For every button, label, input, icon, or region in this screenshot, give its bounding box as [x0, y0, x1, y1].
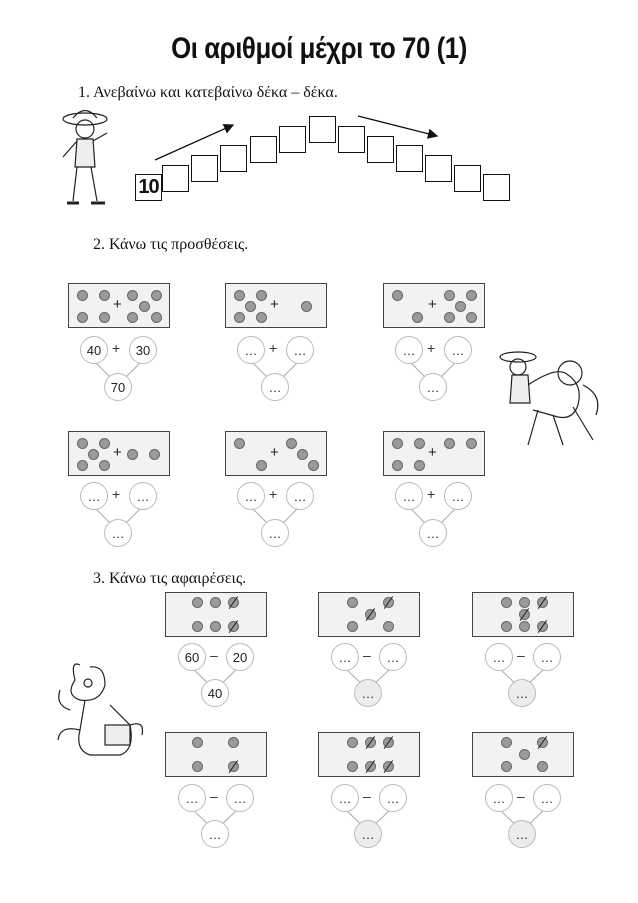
subtraction-card-6: [472, 732, 574, 777]
dot: [537, 761, 548, 772]
woody-figure: [55, 105, 125, 215]
dot: [139, 301, 150, 312]
dot: [414, 438, 425, 449]
dot: [392, 290, 403, 301]
difference-4[interactable]: …: [201, 820, 229, 848]
crossed-dot: [537, 737, 548, 748]
addend-a-5[interactable]: …: [237, 482, 265, 510]
stair-box-down-6[interactable]: [483, 174, 510, 201]
dot: [455, 301, 466, 312]
minus-sign: –: [517, 647, 525, 663]
subtrahend-3[interactable]: …: [533, 643, 561, 671]
addend-a-1: 40: [80, 336, 108, 364]
dot: [149, 449, 160, 460]
plus-sign: +: [112, 486, 121, 502]
dot: [297, 449, 308, 460]
dot: [210, 597, 221, 608]
plus-sign: +: [270, 296, 279, 313]
crossed-dot: [365, 761, 376, 772]
crossed-dot: [537, 621, 548, 632]
subtraction-card-2: [318, 592, 420, 637]
addend-b-5[interactable]: …: [286, 482, 314, 510]
minus-sign: –: [363, 647, 371, 663]
plus-sign: +: [269, 340, 278, 356]
crossed-dot: [519, 609, 530, 620]
crossed-dot: [383, 597, 394, 608]
difference-3[interactable]: …: [508, 679, 536, 707]
woody-riding-horse-figure: [488, 345, 606, 450]
addend-b-4[interactable]: …: [129, 482, 157, 510]
sum-1: 70: [104, 373, 132, 401]
dot: [347, 761, 358, 772]
minuend-6[interactable]: …: [485, 784, 513, 812]
dot: [234, 312, 245, 323]
crossed-dot: [365, 609, 376, 620]
addition-card-2: [225, 283, 327, 328]
crossed-dot: [383, 761, 394, 772]
dot: [383, 621, 394, 632]
plus-sign: +: [113, 444, 122, 461]
addend-a-6[interactable]: …: [395, 482, 423, 510]
stair-box-down-1[interactable]: [338, 126, 365, 153]
start-value-box: 10: [135, 174, 162, 201]
addition-card-4: [68, 431, 170, 476]
difference-6[interactable]: …: [508, 820, 536, 848]
subtraction-card-1: [165, 592, 267, 637]
dot: [99, 312, 110, 323]
dot: [501, 761, 512, 772]
bullseye-horse-figure: [50, 655, 150, 770]
dot: [501, 621, 512, 632]
dot: [127, 290, 138, 301]
subtrahend-4[interactable]: …: [226, 784, 254, 812]
stair-box-up-3[interactable]: [220, 145, 247, 172]
dot: [466, 312, 477, 323]
dot: [99, 438, 110, 449]
sum-3[interactable]: …: [419, 373, 447, 401]
stair-box-down-4[interactable]: [425, 155, 452, 182]
dot: [412, 312, 423, 323]
dot: [347, 737, 358, 748]
subtraction-card-5: [318, 732, 420, 777]
dot: [392, 460, 403, 471]
dot: [127, 449, 138, 460]
dot: [444, 438, 455, 449]
crossed-dot: [537, 597, 548, 608]
dot: [77, 312, 88, 323]
sum-4[interactable]: …: [104, 519, 132, 547]
dot: [256, 460, 267, 471]
dot: [77, 460, 88, 471]
dot: [99, 460, 110, 471]
plus-sign: +: [427, 340, 436, 356]
crossed-dot: [365, 737, 376, 748]
difference-1: 40: [201, 679, 229, 707]
addend-b-3[interactable]: …: [444, 336, 472, 364]
dot: [308, 460, 319, 471]
dot: [466, 290, 477, 301]
addend-a-2[interactable]: …: [237, 336, 265, 364]
dot: [286, 438, 297, 449]
addition-card-1: [68, 283, 170, 328]
minuend-2[interactable]: …: [331, 643, 359, 671]
dot: [192, 761, 203, 772]
dot: [245, 301, 256, 312]
stair-box-up-1[interactable]: [162, 165, 189, 192]
section1-heading: 1. Ανεβαίνω και κατεβαίνω δέκα – δέκα.: [78, 84, 338, 101]
stair-box-down-3[interactable]: [396, 145, 423, 172]
dot: [256, 290, 267, 301]
dot: [192, 621, 203, 632]
subtraction-card-4: [165, 732, 267, 777]
section3-heading: 3. Κάνω τις αφαιρέσεις.: [93, 570, 247, 587]
dot: [501, 737, 512, 748]
subtraction-card-3: [472, 592, 574, 637]
plus-sign: +: [427, 486, 436, 502]
crossed-dot: [228, 761, 239, 772]
stair-box-up-5[interactable]: [279, 126, 306, 153]
subtrahend-1: 20: [226, 643, 254, 671]
difference-5[interactable]: …: [354, 820, 382, 848]
dot: [151, 312, 162, 323]
stair-box-up-4[interactable]: [250, 136, 277, 163]
dot: [519, 597, 530, 608]
dot: [151, 290, 162, 301]
stair-box-peak[interactable]: [309, 116, 336, 143]
addend-a-3[interactable]: …: [395, 336, 423, 364]
dot: [99, 290, 110, 301]
minuend-5[interactable]: …: [331, 784, 359, 812]
stair-box-down-5[interactable]: [454, 165, 481, 192]
dot: [519, 749, 530, 760]
minus-sign: –: [517, 788, 525, 804]
addition-card-6: [383, 431, 485, 476]
dot: [228, 737, 239, 748]
dot: [347, 597, 358, 608]
dot: [414, 460, 425, 471]
dot: [444, 290, 455, 301]
addend-b-1: 30: [129, 336, 157, 364]
minuend-4[interactable]: …: [178, 784, 206, 812]
difference-2[interactable]: …: [354, 679, 382, 707]
subtrahend-2[interactable]: …: [379, 643, 407, 671]
subtrahend-5[interactable]: …: [379, 784, 407, 812]
addition-card-3: [383, 283, 485, 328]
crossed-dot: [383, 737, 394, 748]
dot: [192, 597, 203, 608]
sum-5[interactable]: …: [261, 519, 289, 547]
subtrahend-6[interactable]: …: [533, 784, 561, 812]
section2-heading: 2. Κάνω τις προσθέσεις.: [93, 236, 249, 253]
addend-a-4[interactable]: …: [80, 482, 108, 510]
addend-b-6[interactable]: …: [444, 482, 472, 510]
dot: [77, 438, 88, 449]
dot: [466, 438, 477, 449]
dot: [88, 449, 99, 460]
dot: [127, 312, 138, 323]
page-title: Οι αριθμοί μέχρι το 70 (1): [171, 32, 467, 65]
dot: [256, 312, 267, 323]
minus-sign: –: [363, 788, 371, 804]
sum-6[interactable]: …: [419, 519, 447, 547]
plus-sign: +: [113, 296, 122, 313]
addition-card-5: [225, 431, 327, 476]
plus-sign: +: [428, 296, 437, 313]
plus-sign: +: [112, 340, 121, 356]
crossed-dot: [228, 597, 239, 608]
crossed-dot: [228, 621, 239, 632]
plus-sign: +: [428, 444, 437, 461]
dot: [347, 621, 358, 632]
dot: [519, 621, 530, 632]
minus-sign: –: [210, 788, 218, 804]
minuend-1: 60: [178, 643, 206, 671]
addend-b-2[interactable]: …: [286, 336, 314, 364]
minus-sign: –: [210, 647, 218, 663]
plus-sign: +: [270, 444, 279, 461]
dot: [210, 621, 221, 632]
minuend-3[interactable]: …: [485, 643, 513, 671]
dot: [77, 290, 88, 301]
stair-box-down-2[interactable]: [367, 136, 394, 163]
stair-box-up-2[interactable]: [191, 155, 218, 182]
dot: [192, 737, 203, 748]
sum-2[interactable]: …: [261, 373, 289, 401]
dot: [234, 438, 245, 449]
dot: [301, 301, 312, 312]
dot: [501, 597, 512, 608]
dot: [444, 312, 455, 323]
dot: [234, 290, 245, 301]
plus-sign: +: [269, 486, 278, 502]
dot: [392, 438, 403, 449]
